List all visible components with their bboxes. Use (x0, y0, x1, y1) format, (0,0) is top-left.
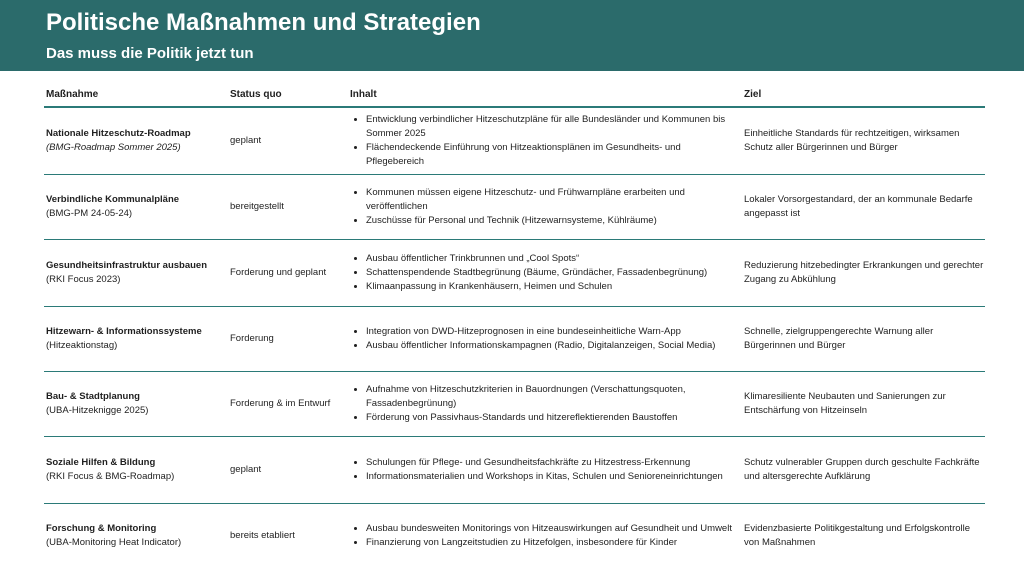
table-header (44, 80, 985, 108)
slide-title: Politische Maßnahmen und Strategien (46, 9, 481, 36)
status-text: Forderung & im Entwurf (230, 398, 331, 409)
status-cell (230, 240, 342, 306)
table-row (44, 240, 985, 307)
list-item: • Entwicklung verbindlicher Hitzeschutzpläne für alle Bundesländer und Kommunen bis Sommer 2025 (366, 113, 734, 141)
measure-name: Hitzewarn- & Informationssysteme (46, 326, 202, 337)
status-text: bereitgestellt (230, 201, 284, 212)
goal-text: Lokaler Vorsorgestandard, der an kommunale Bedarfe angepasst ist (744, 194, 973, 219)
content-list (350, 456, 734, 484)
content-cell (350, 372, 734, 436)
goal-text: Reduzierung hitzebedingter Erkrankungen und gerechter Zugang zu Abkühlung (744, 260, 984, 285)
measure-name: Soziale Hilfen & Bildung (46, 457, 156, 468)
list-item: • Integration von DWD-Hitzeprognosen in eine bundeseinheitliche Warn-App (366, 325, 734, 339)
content-cell (350, 504, 734, 568)
measure-cell (46, 108, 226, 174)
goal-text: Einheitliche Standards für rechtzeitigen, wirksamen Schutz aller Bürgerinnen und Bürger (744, 128, 960, 153)
list-item: • Informationsmaterialien und Workshops in Kitas, Schulen und Senioreneinrichtungen (366, 470, 734, 484)
status-cell (230, 372, 342, 436)
status-text: Forderung (230, 333, 274, 344)
column-header-content: Inhalt (350, 89, 377, 100)
measure-reference: (UBA-Monitoring Heat Indicator) (46, 537, 182, 548)
measure-reference: (BMG-PM 24-05-24) (46, 208, 133, 219)
measure-reference: (Hitzeaktionstag) (46, 340, 118, 351)
measure-name: Bau- & Stadtplanung (46, 391, 140, 402)
list-item: • Schulungen für Pflege- und Gesundheitsfachkräfte zu Hitzestress-Erkennung (366, 456, 734, 470)
content-list (350, 522, 734, 550)
table-row (44, 504, 985, 568)
goal-cell (744, 504, 984, 568)
measure-reference: (UBA-Hitzeknigge 2025) (46, 405, 149, 416)
measure-reference: (BMG-Roadmap Sommer 2025) (46, 142, 181, 153)
goal-text: Evidenzbasierte Politikgestaltung und Erfolgskontrolle von Maßnahmen (744, 523, 971, 548)
measure-cell (46, 437, 226, 503)
content-cell (350, 175, 734, 239)
slide-header (0, 0, 1024, 71)
measure-reference: (RKI Focus 2023) (46, 274, 121, 285)
goal-cell (744, 175, 984, 239)
content-cell (350, 108, 734, 174)
list-item: • Schattenspendende Stadtbegrünung (Bäume, Gründächer, Fassadenbegrünung) (366, 266, 734, 280)
status-text: geplant (230, 464, 262, 475)
goal-cell (744, 240, 984, 306)
table-row (44, 175, 985, 240)
content-cell (350, 437, 734, 503)
measure-name: Gesundheitsinfrastruktur ausbauen (46, 260, 208, 271)
measure-name: Verbindliche Kommunalpläne (46, 194, 180, 205)
goal-text: Schutz vulnerabler Gruppen durch geschulte Fachkräfte und altersgerechte Aufklärung (744, 457, 980, 482)
status-text: bereits etabliert (230, 530, 295, 541)
table-body (44, 108, 985, 568)
measure-reference: (RKI Focus & BMG-Roadmap) (46, 471, 175, 482)
goal-cell (744, 437, 984, 503)
table-row (44, 437, 985, 504)
table-row (44, 372, 985, 437)
goal-text: Schnelle, zielgruppengerechte Warnung aller Bürgerinnen und Bürger (744, 326, 934, 351)
list-item: • Kommunen müssen eigene Hitzeschutz- und Frühwarnpläne erarbeiten und veröffentlichen (366, 186, 734, 214)
content-list (350, 113, 734, 169)
column-header-goal: Ziel (744, 89, 762, 100)
status-cell (230, 307, 342, 371)
content-list (350, 186, 734, 228)
content-cell (350, 240, 734, 306)
status-cell (230, 175, 342, 239)
measures-table (44, 80, 985, 568)
list-item: • Ausbau öffentlicher Trinkbrunnen und „Cool Spots“ (366, 252, 734, 266)
status-text: Forderung und geplant (230, 267, 327, 278)
measure-name: Forschung & Monitoring (46, 523, 157, 534)
list-item: • Förderung von Passivhaus-Standards und hitzereflektierenden Baustoffen (366, 411, 734, 425)
measure-cell (46, 307, 226, 371)
measure-name: Nationale Hitzeschutz-Roadmap (46, 128, 191, 139)
goal-text: Klimaresiliente Neubauten und Sanierungen zur Entschärfung von Hitzeinseln (744, 391, 946, 416)
status-text: geplant (230, 135, 262, 146)
table-row (44, 307, 985, 372)
goal-cell (744, 108, 984, 174)
measure-cell (46, 175, 226, 239)
measure-cell (46, 372, 226, 436)
content-list (350, 383, 734, 425)
column-header-measure: Maßnahme (46, 89, 99, 100)
content-list (350, 252, 734, 294)
list-item: • Zuschüsse für Personal und Technik (Hitzewarnsysteme, Kühlräume) (366, 214, 734, 228)
status-cell (230, 108, 342, 174)
goal-cell (744, 372, 984, 436)
list-item: • Aufnahme von Hitzeschutzkriterien in Bauordnungen (Verschattungsquoten, Fassadenbegrünung) (366, 383, 734, 411)
column-header-status: Status quo (230, 89, 282, 100)
slide-subtitle: Das muss die Politik jetzt tun (46, 45, 254, 62)
list-item: • Finanzierung von Langzeitstudien zu Hitzefolgen, insbesondere für Kinder (366, 536, 734, 550)
list-item: • Ausbau bundesweiten Monitorings von Hitzeauswirkungen auf Gesundheit und Umwelt (366, 522, 734, 536)
status-cell (230, 437, 342, 503)
measure-cell (46, 504, 226, 568)
table-row (44, 108, 985, 175)
list-item: • Ausbau öffentlicher Informationskampagnen (Radio, Digitalanzeigen, Social Media) (366, 339, 734, 353)
measure-cell (46, 240, 226, 306)
status-cell (230, 504, 342, 568)
content-cell (350, 307, 734, 371)
list-item: • Klimaanpassung in Krankenhäusern, Heimen und Schulen (366, 280, 734, 294)
goal-cell (744, 307, 984, 371)
content-list (350, 325, 734, 353)
list-item: • Flächendeckende Einführung von Hitzeaktionsplänen im Gesundheits- und Pflegebereich (366, 141, 734, 169)
